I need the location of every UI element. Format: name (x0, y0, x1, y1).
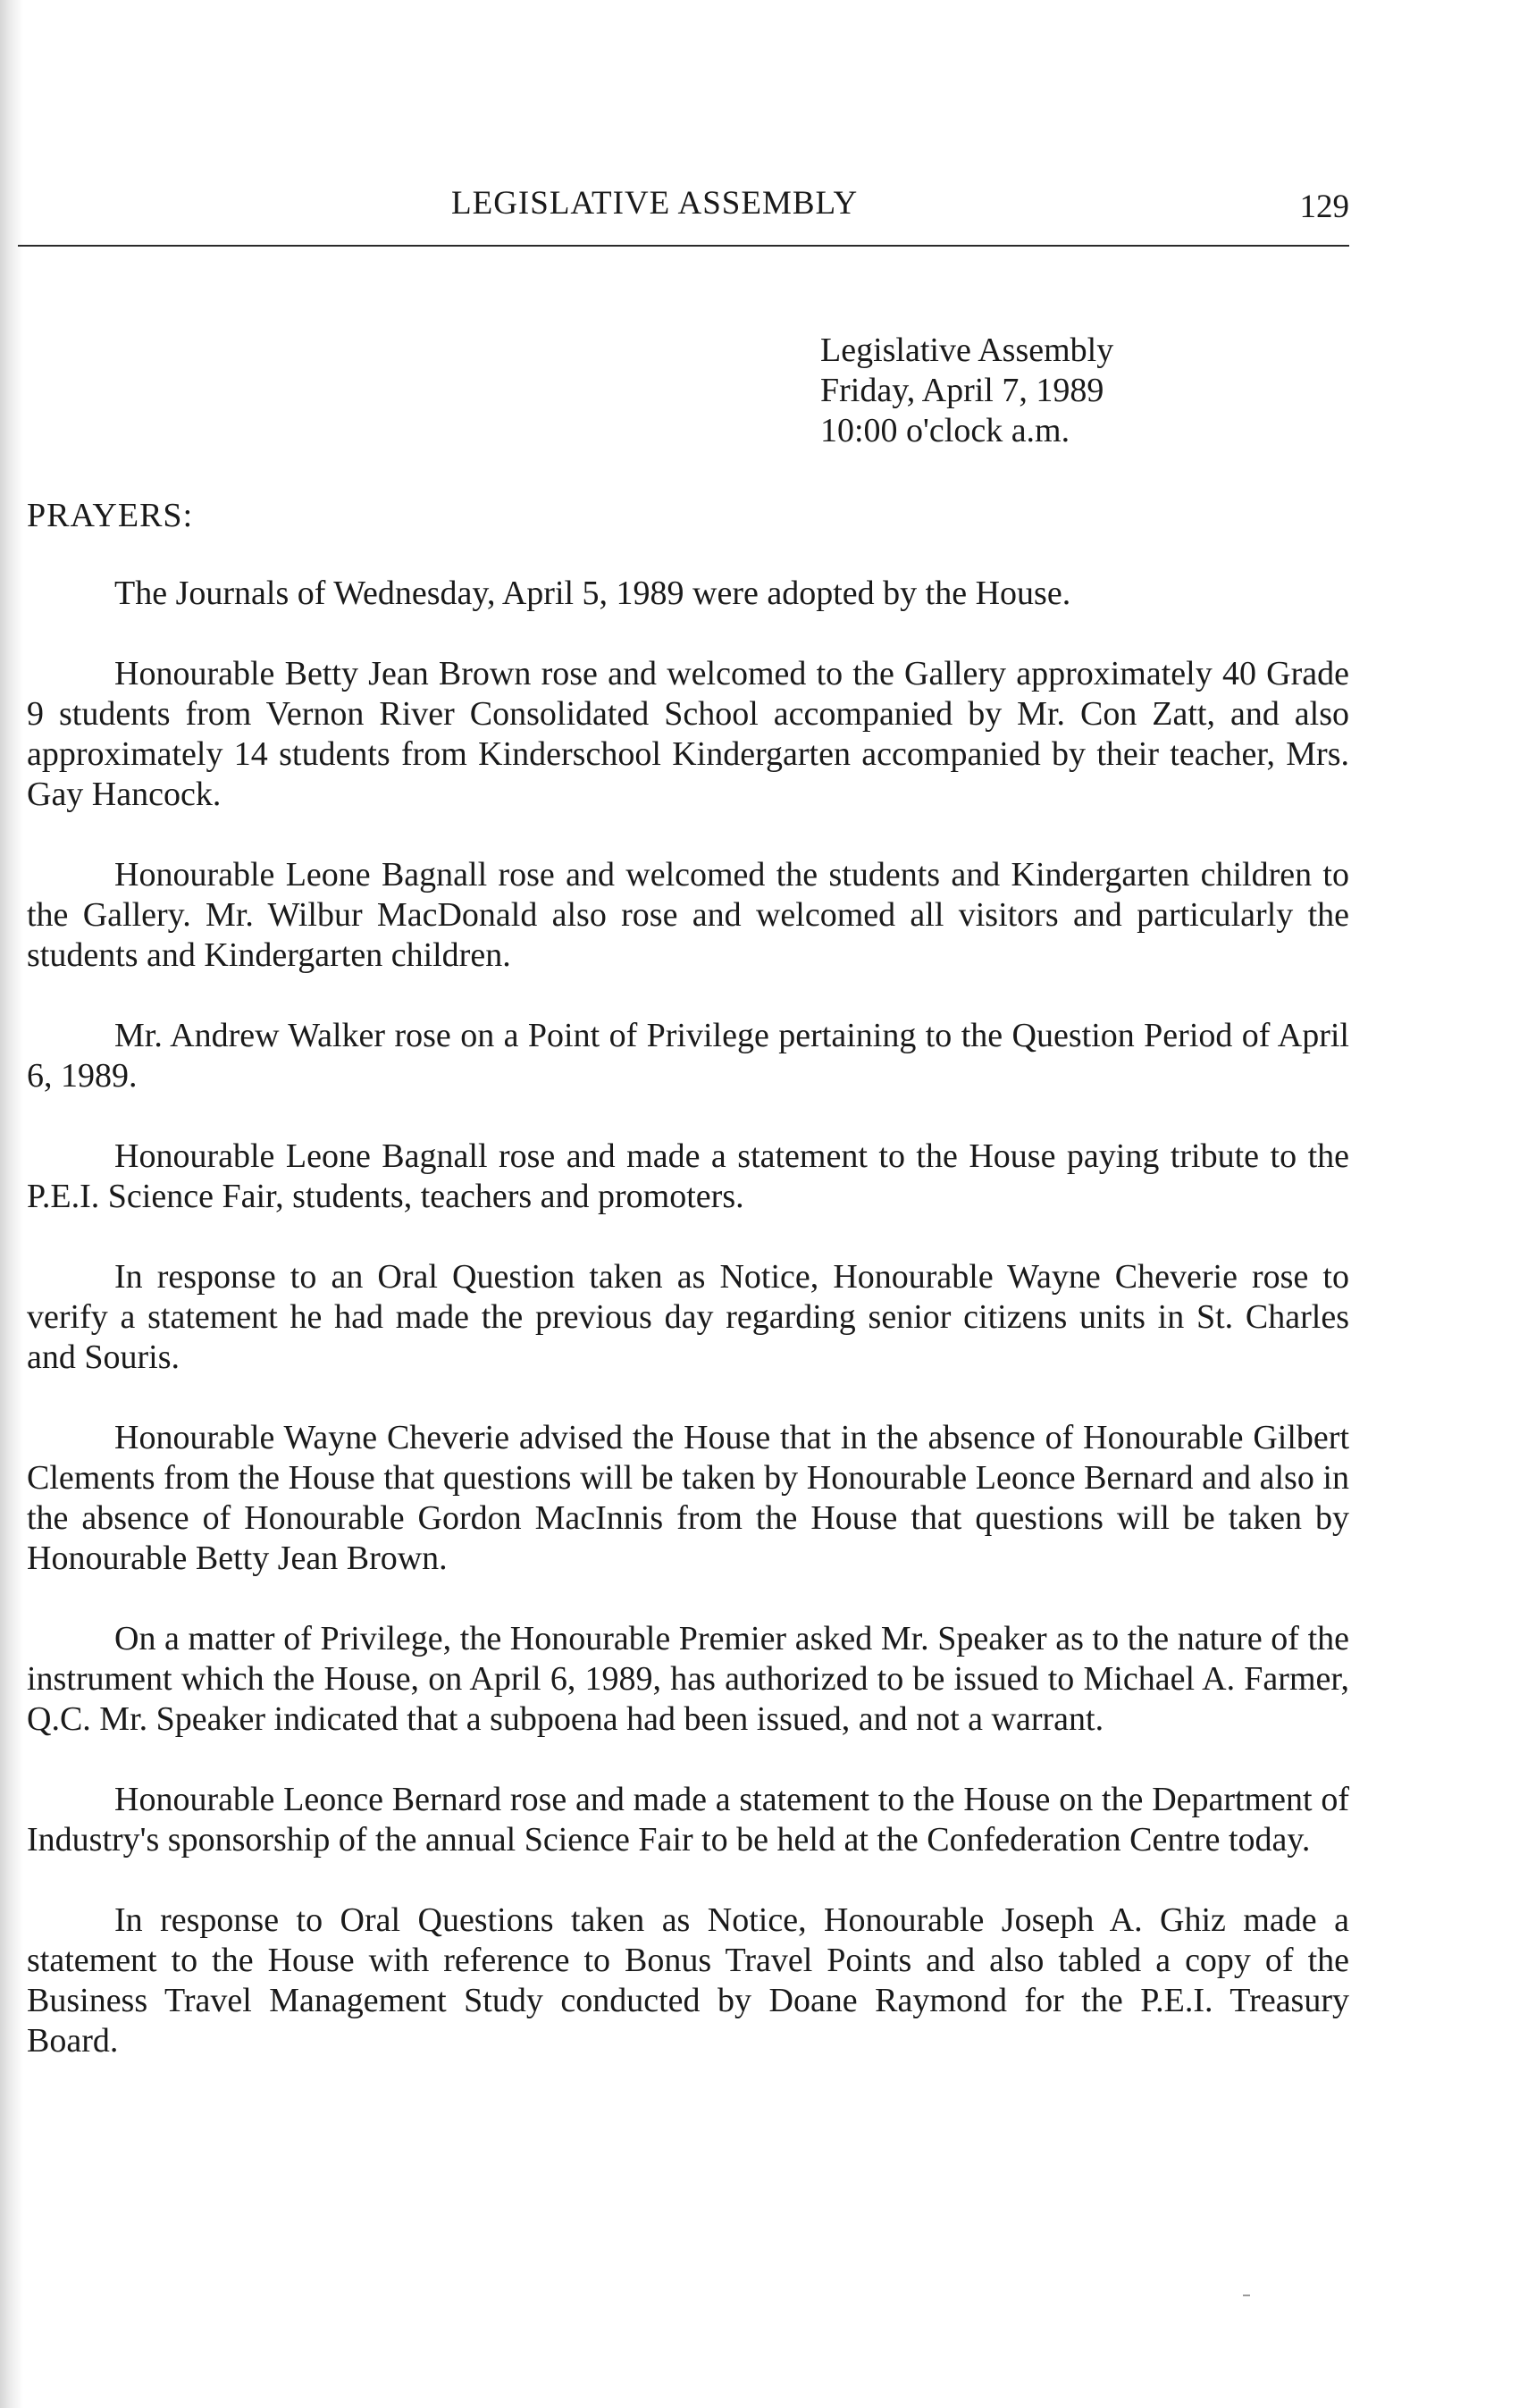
dateline (820, 331, 1113, 451)
binding-shadow (0, 0, 23, 2408)
journal-paragraph: On a matter of Privilege, the Honourable Premier asked Mr. Speaker as to the nature of the instrument which the House, on April 6, 1989, has authorized to be issued to Michael A. Farmer, Q.C. Mr. Speaker indicated that a subpoena had been issued, and not a warrant. (27, 1620, 1349, 1738)
scan-speck (1243, 2295, 1250, 2296)
running-head-title: LEGISLATIVE ASSEMBLY (451, 185, 859, 222)
journal-paragraph: In response to Oral Questions taken as Notice, Honourable Joseph A. Ghiz made a statement to the House with reference to Bonus Travel Points and also tabled a copy of the Business Travel Management Study conducted by Doane Raymond for the P.E.I. Treasury Board. (27, 1901, 1349, 2060)
journal-paragraph: The Journals of Wednesday, April 5, 1989 were adopted by the House. (114, 575, 1071, 612)
running-head (18, 175, 1349, 247)
journal-paragraph: Honourable Betty Jean Brown rose and welcomed to the Gallery approximately 40 Grade 9 students from Vernon River Consolidated School accompanied by Mr. Con Zatt, and also approximately 14 students from Kinderschool Kindergarten accompanied by their teacher, Mrs. Gay Hancock. (27, 655, 1349, 813)
journal-paragraph: Honourable Wayne Cheverie advised the House that in the absence of Honourable Gilbert Clements from the House that questions will be taken by Honourable Leonce Bernard and also in the absence of Honourable Gordon MacInnis from the House that questions will be taken by Honourable Betty Jean Brown. (27, 1419, 1349, 1577)
journal-paragraph: In response to an Oral Question taken as Notice, Honourable Wayne Cheverie rose to verify a statement he had made the previous day regarding senior citizens units in St. Charles and Souris. (27, 1258, 1349, 1376)
journal-paragraph: Honourable Leonce Bernard rose and made a statement to the House on the Department of Industry's sponsorship of the annual Science Fair to be held at the Confederation Centre today. (27, 1781, 1349, 1858)
dateline-time: 10:00 o'clock a.m. (820, 412, 1070, 449)
dateline-date: Friday, April 7, 1989 (820, 372, 1104, 409)
journal-entries (27, 574, 1349, 2102)
dateline-body: Legislative Assembly (820, 331, 1114, 369)
page-number: 129 (1299, 189, 1349, 225)
prayers-heading: PRAYERS: (27, 497, 194, 534)
journal-paragraph: Honourable Leone Bagnall rose and welcomed the students and Kindergarten children to the Gallery. Mr. Wilbur MacDonald also rose and welcomed all visitors and particularly the students and Kindergarten children. (27, 856, 1349, 974)
header-rule (18, 245, 1349, 247)
journal-paragraph: Honourable Leone Bagnall rose and made a statement to the House paying tribute to the P.E.I. Science Fair, students, teachers and promoters. (27, 1137, 1349, 1215)
journal-paragraph: Mr. Andrew Walker rose on a Point of Privilege pertaining to the Question Period of April 6, 1989. (27, 1017, 1349, 1095)
